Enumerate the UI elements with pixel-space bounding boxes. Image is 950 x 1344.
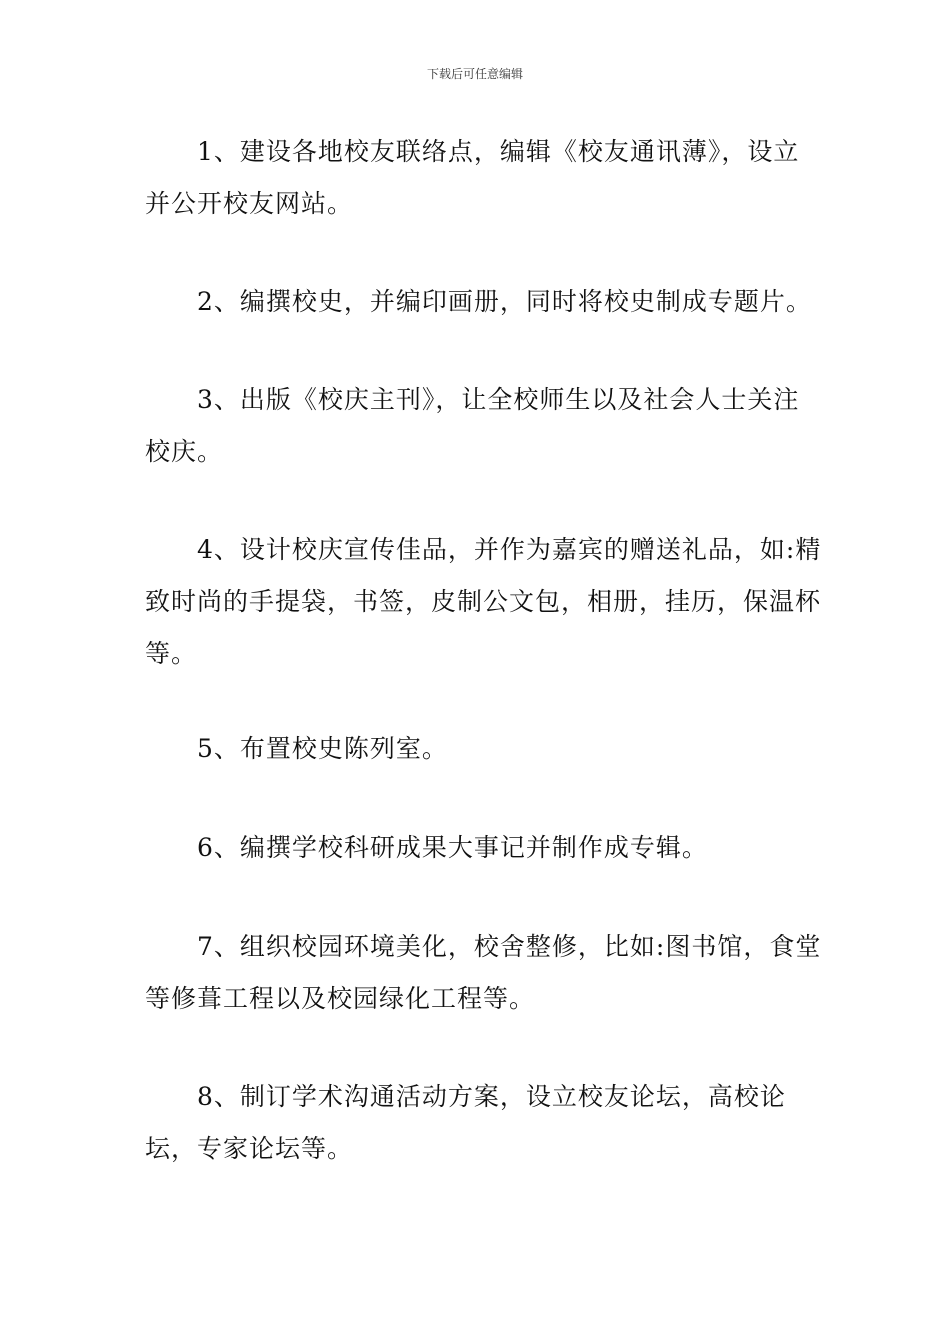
paragraph-1: 1、建设各地校友联络点，编辑《校友通讯薄》，设立并公开校友网站。 [145,137,800,218]
page-header: 下载后可任意编辑 [426,67,523,81]
paragraph-6: 6、编撰学校科研成果大事记并制作成专辑。 [197,833,708,862]
paragraph-7: 7、组织校园环境美化，校舍整修，比如:图书馆，食堂等修葺工程以及校园绿化工程等。 [145,932,822,1013]
paragraph-2: 2、编撰校史，并编印画册，同时将校史制成专题片。 [197,287,812,316]
paragraph-8: 8、制订学术沟通活动方案，设立校友论坛，高校论坛，专家论坛等。 [145,1082,786,1163]
paragraph-4: 4、设计校庆宣传佳品，并作为嘉宾的赠送礼品，如:精致时尚的手提袋，书签，皮制公文包，相册，挂历，保温杯等。 [145,535,822,668]
paragraph-3: 3、出版《校庆主刊》，让全校师生以及社会人士关注校庆。 [145,385,800,466]
paragraph-5: 5、布置校史陈列室。 [197,734,448,763]
